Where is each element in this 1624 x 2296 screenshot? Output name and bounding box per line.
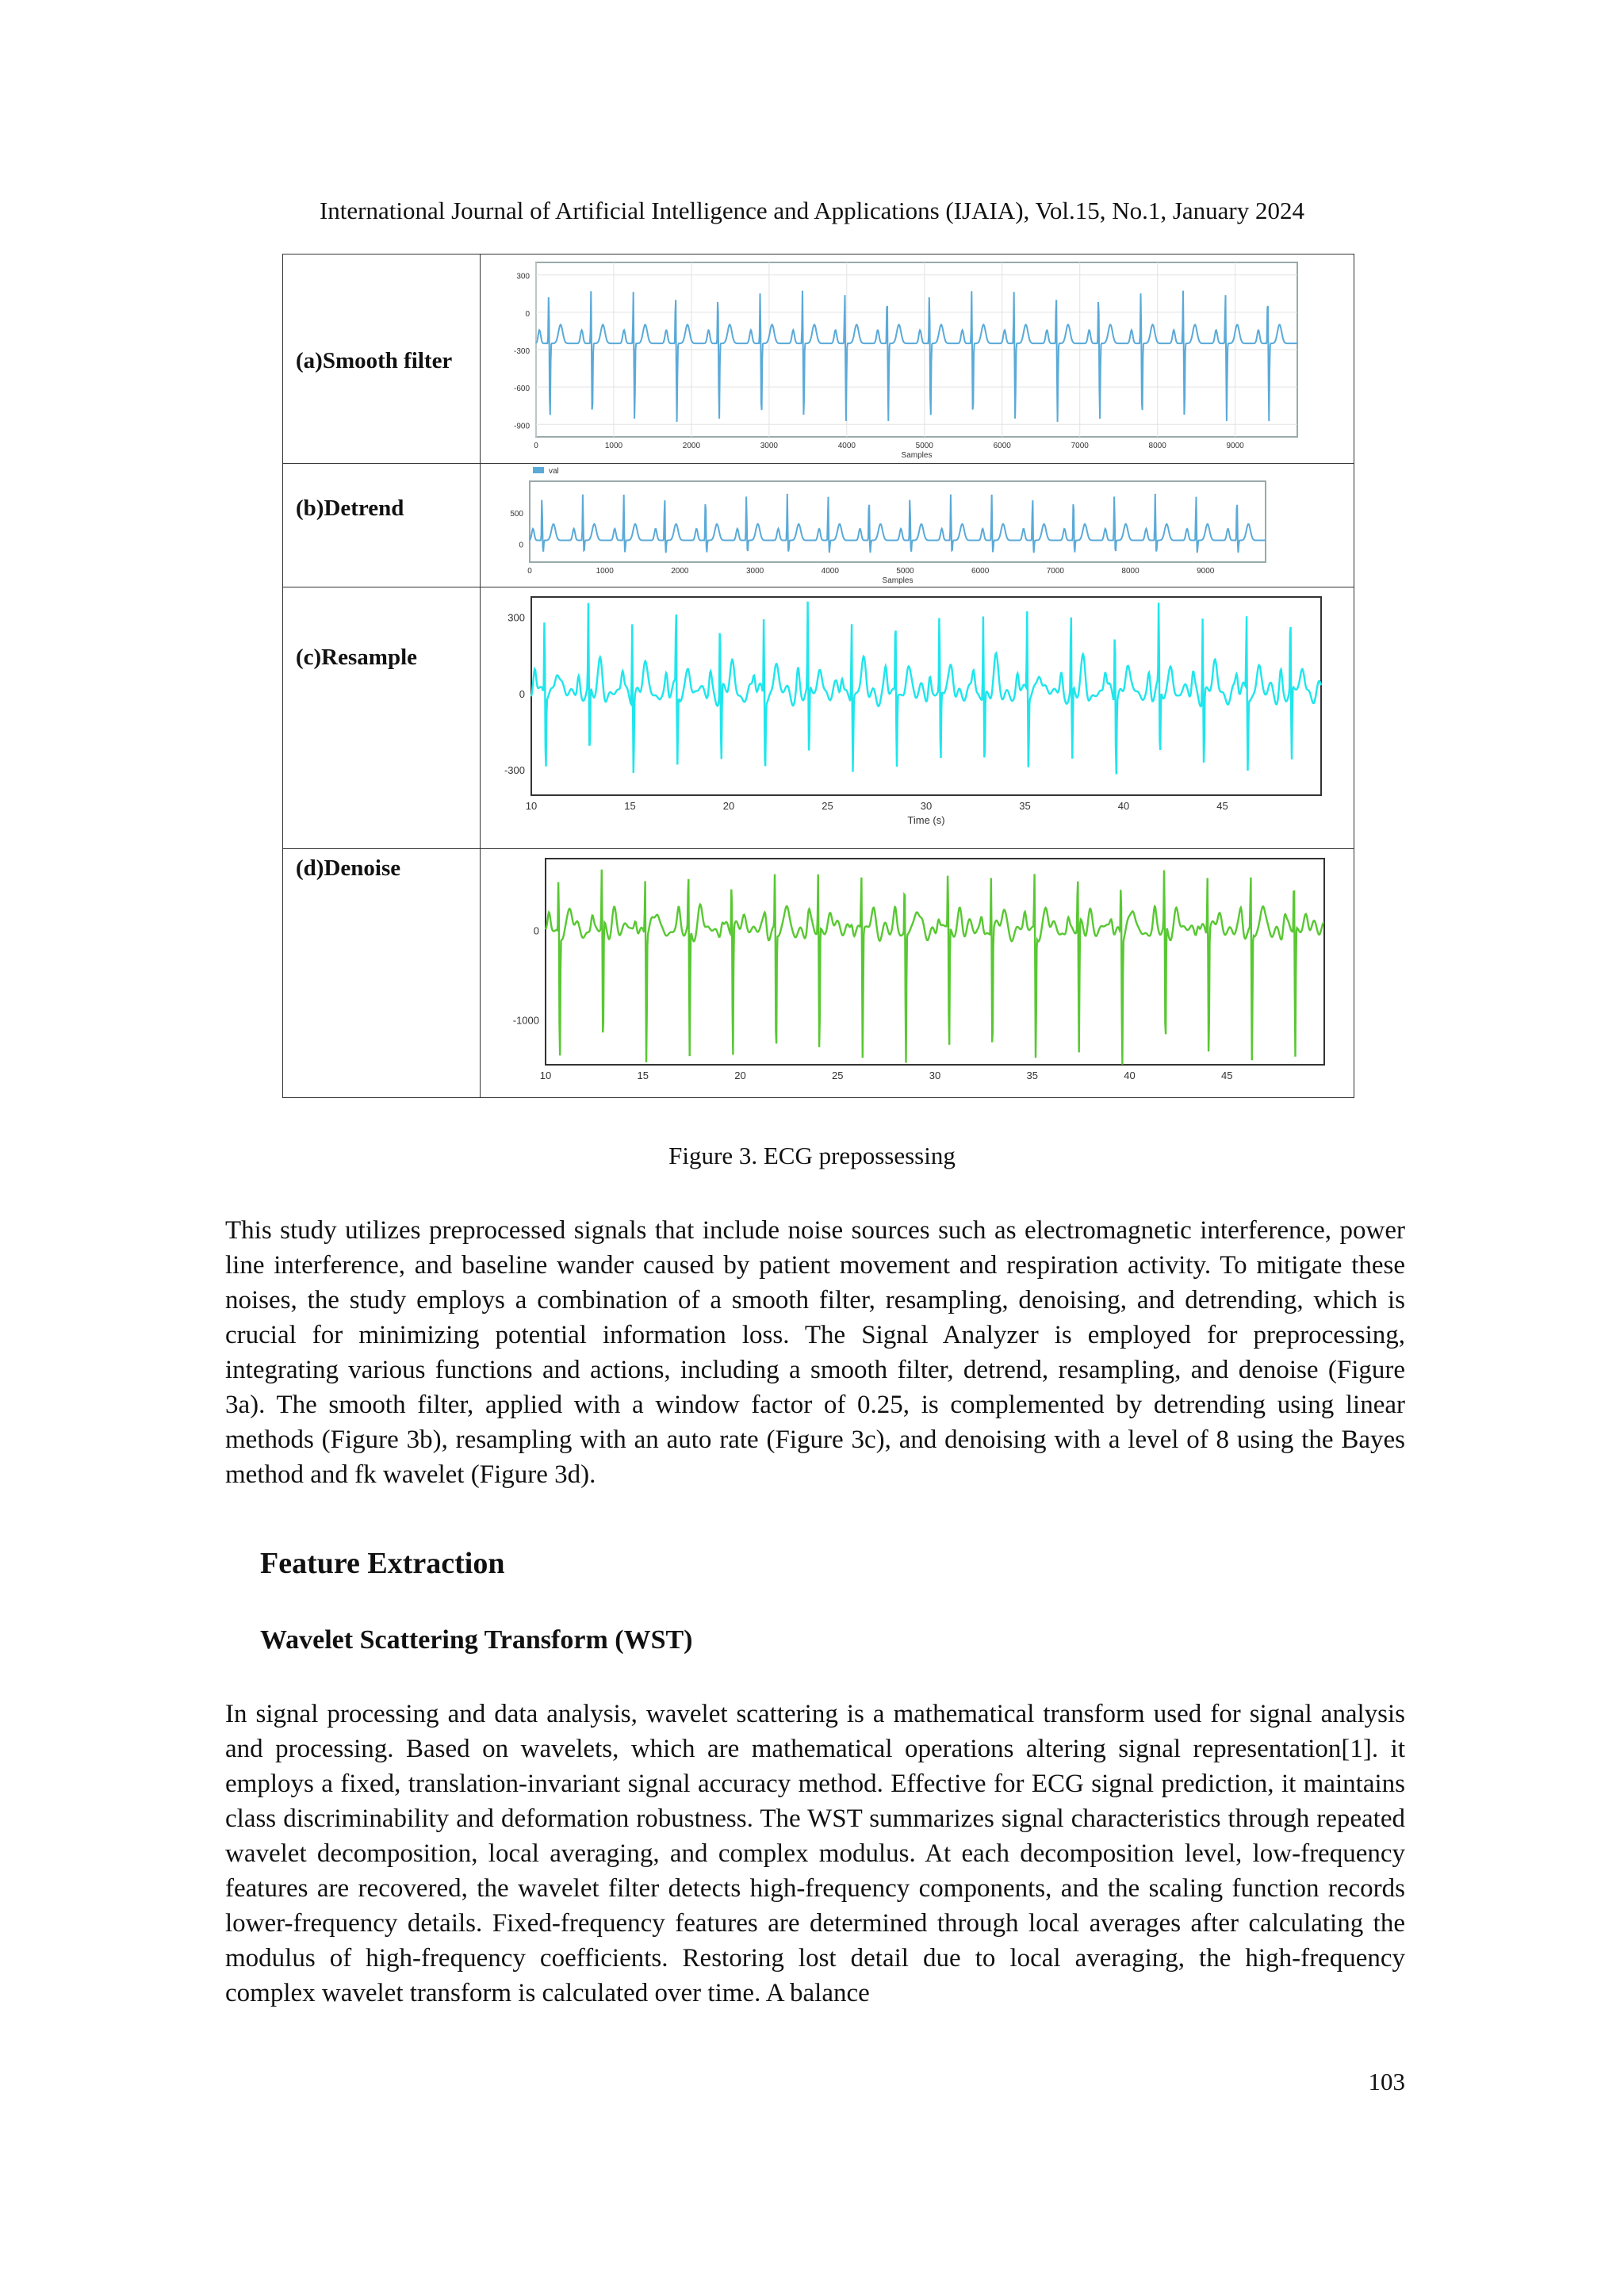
x-tick-label: 7000 <box>1046 567 1064 576</box>
x-axis-label: Time (s) <box>907 814 945 826</box>
y-tick-label: 500 <box>510 510 523 519</box>
y-tick-label: -1000 <box>512 1014 539 1027</box>
x-tick-label: 30 <box>929 1070 941 1081</box>
figure-3-table <box>282 254 1354 1098</box>
x-tick-label: 45 <box>1216 800 1228 812</box>
panel-a-chart-cell <box>481 254 1354 464</box>
x-tick-label: 0 <box>534 442 538 450</box>
x-tick-label: 10 <box>539 1070 552 1081</box>
running-header: International Journal of Artificial Intelligence and Applications (IJAIA), Vol.15, No.1, January 2024 <box>319 197 1304 224</box>
x-tick-label: 35 <box>1026 1070 1038 1081</box>
x-tick-label: 2000 <box>682 442 701 450</box>
y-tick-label: -300 <box>513 347 530 356</box>
detrend-chart <box>481 464 1356 587</box>
panel-b-chart-cell <box>481 464 1354 587</box>
denoise-chart <box>481 849 1356 1098</box>
smooth-filter-chart <box>481 254 1356 464</box>
x-tick-label: 1000 <box>596 567 614 576</box>
x-tick-label: 2000 <box>671 567 689 576</box>
x-tick-label: 25 <box>832 1070 844 1081</box>
x-tick-label: 0 <box>527 567 532 576</box>
x-tick-label: 8000 <box>1121 567 1139 576</box>
y-tick-label: 300 <box>508 611 525 624</box>
x-tick-label: 15 <box>637 1070 649 1081</box>
x-tick-label: 35 <box>1019 800 1031 812</box>
x-tick-label: 1000 <box>604 442 623 450</box>
x-tick-label: 5000 <box>915 442 933 450</box>
x-tick-label: 3000 <box>760 442 779 450</box>
x-tick-label: 3000 <box>745 567 764 576</box>
panel-c-label: (c)Resample <box>296 645 418 670</box>
x-tick-label: 5000 <box>896 567 914 576</box>
x-tick-label: 40 <box>1124 1070 1136 1081</box>
x-axis-label: Samples <box>882 576 914 585</box>
y-tick-label: -900 <box>513 422 530 431</box>
x-tick-label: 40 <box>1117 800 1130 812</box>
legend-label: val <box>549 467 559 476</box>
x-tick-label: 6000 <box>971 567 990 576</box>
legend-swatch <box>533 467 544 473</box>
panel-c-label-cell <box>283 587 481 849</box>
panel-a-label: (a)Smooth filter <box>296 348 453 373</box>
x-tick-label: 4000 <box>837 442 856 450</box>
paragraph-preprocessing: This study utilizes preprocessed signals that include noise sources such as electromagnetic interference, power line interference, and baseline wander caused by patient movement and respiration activity. To mitigate these noises, the study employs a combination of a smooth filter, resampling, denoising, and detrending, which is crucial for minimizing potential information loss. The Signal Analyzer is employed for preprocessing, integrating various functions and actions, including a smooth filter, detrend, resampling, and denoise (Figure 3a). The smooth filter, applied with a window factor of 0.25, is complemented by detrending using linear methods (Figure 3b), resampling with an auto rate (Figure 3c), and denoising with a level of 8 using the Bayes method and fk wavelet (Figure 3d). <box>225 1216 1405 1489</box>
x-tick-label: 4000 <box>821 567 839 576</box>
x-tick-label: 8000 <box>1148 442 1166 450</box>
x-tick-label: 20 <box>734 1070 746 1081</box>
x-tick-label: 7000 <box>1071 442 1089 450</box>
x-tick-label: 20 <box>722 800 735 812</box>
x-tick-label: 6000 <box>993 442 1011 450</box>
panel-b-label: (b)Detrend <box>296 496 404 521</box>
subsection-heading: Wavelet Scattering Transform (WST) <box>260 1625 693 1655</box>
y-tick-label: -600 <box>513 385 530 394</box>
panel-a-label-cell <box>283 254 481 464</box>
panel-d-chart-cell <box>481 849 1354 1098</box>
x-tick-label: 9000 <box>1197 567 1215 576</box>
y-tick-label: -300 <box>504 763 525 776</box>
x-axis-label: Samples <box>901 451 933 460</box>
panel-c-chart-cell <box>481 587 1354 849</box>
x-tick-label: 10 <box>525 800 538 812</box>
page-number: 103 <box>1368 2068 1405 2095</box>
y-tick-label: 0 <box>519 687 525 700</box>
resample-chart <box>481 587 1356 849</box>
panel-b-label-cell <box>283 464 481 587</box>
y-tick-label: 300 <box>516 272 530 281</box>
x-tick-label: 9000 <box>1226 442 1244 450</box>
section-heading: Feature Extraction <box>260 1547 505 1580</box>
y-tick-label: 0 <box>519 541 523 550</box>
panel-d-label: (d)Denoise <box>296 855 401 881</box>
x-tick-label: 45 <box>1221 1070 1233 1081</box>
paragraph-wst: In signal processing and data analysis, wavelet scattering is a mathematical transform used for signal analysis and processing. Based on wavelets, which are mathematical operations altering signal representation[1]. it employs a fixed, translation-invariant signal accuracy method. Effective for ECG signal prediction, it maintains class discriminability and deformation robustness. The WST summarizes signal characteristics through repeated wavelet decomposition, local averaging, and complex modulus. At each decomposition level, low-frequency features are recovered, the wavelet filter detects high-frequency components, and the scaling function records lower-frequency details. Fixed-frequency features are determined through local averages after calculating the modulus of high-frequency coefficients. Restoring lost detail due to local averaging, the high-frequency complex wavelet transform is calculated over time. A balance <box>225 1700 1405 2007</box>
x-tick-label: 15 <box>624 800 636 812</box>
figure-caption: Figure 3. ECG prepossessing <box>668 1142 956 1169</box>
y-tick-label: 0 <box>533 924 539 937</box>
x-tick-label: 25 <box>822 800 833 812</box>
y-tick-label: 0 <box>525 309 530 319</box>
panel-d-label-cell <box>283 849 481 1098</box>
x-tick-label: 30 <box>920 800 933 812</box>
